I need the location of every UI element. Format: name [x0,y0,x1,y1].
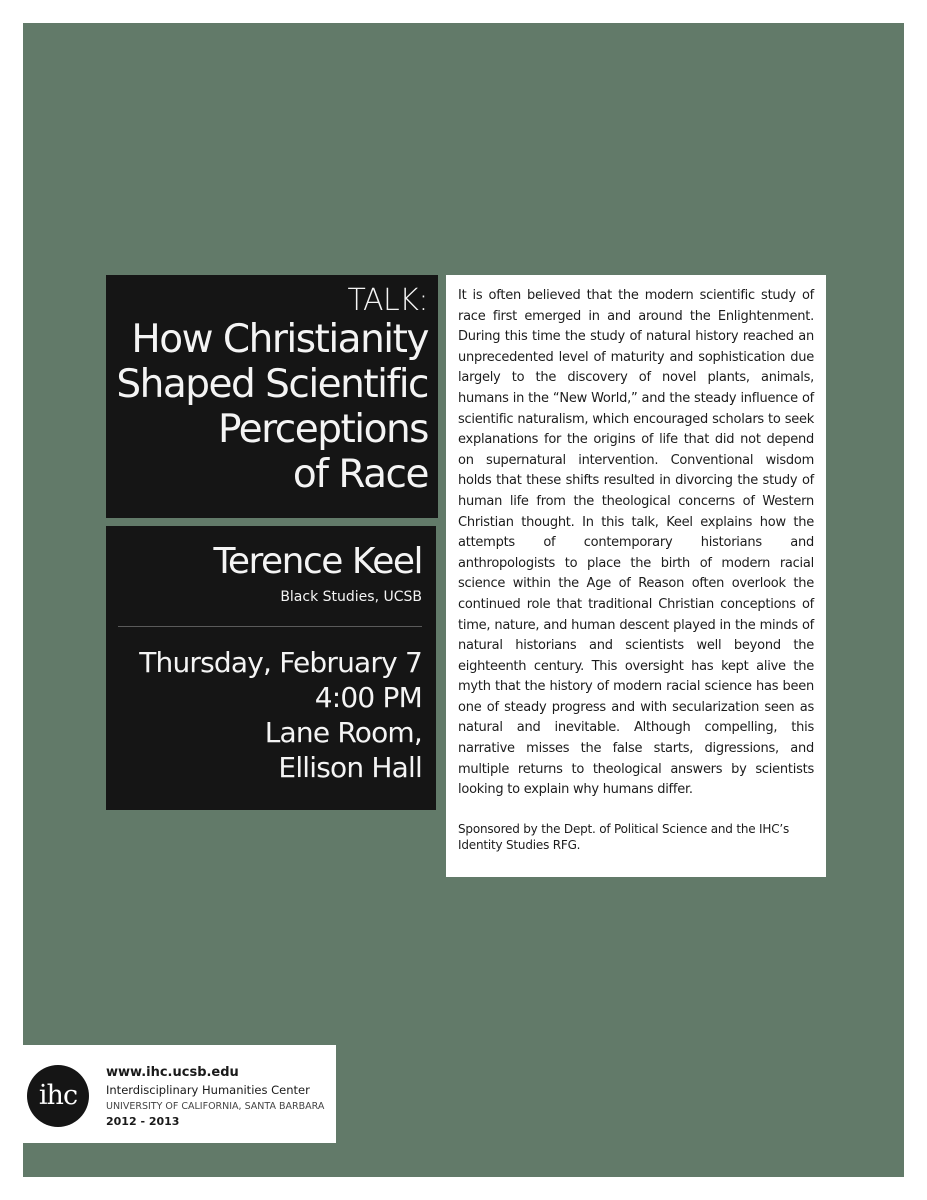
event-title-line-2: Shaped Scientific [116,362,428,407]
speaker-affiliation: Black Studies, UCSB [280,589,422,605]
center-name: Interdisciplinary Humanities Center [106,1083,310,1097]
event-time: 4:00 PM [314,681,422,714]
academic-years: 2012 - 2013 [106,1115,180,1128]
website-link[interactable]: www.ihc.ucsb.edu [106,1065,239,1080]
sponsor-text: Sponsored by the Dept. of Political Science and the IHC’s Identity Studies RFG. [458,821,790,852]
divider [118,626,422,627]
talk-label: TALK: [347,283,428,318]
event-venue-line-1: Lane Room, [264,716,422,749]
footer [23,1045,336,1143]
event-title-line-3: Perceptions [217,407,428,452]
title-panel [106,275,438,518]
event-info-panel [106,526,436,810]
event-title-line-1: How Christianity [131,317,428,362]
description-panel [446,275,826,877]
ihc-logo: ihc [27,1065,89,1127]
footer-text [106,1064,324,1130]
event-venue-line-2: Ellison Hall [278,751,422,784]
abstract-text: It is often believed that the modern scientific study of race first emerged in and around the Enlightenment. During this time the study of natural history reached an unprecedented level of maturity and sophistication due largely to the discovery of novel plants, animals, humans in the “New World,” and the steady influence of scientific naturalism, which encouraged scholars to seek explanations for the origins of life that did not depend on supernatural intervention. Conventional wisdom holds that these shifts resulted in divorcing the study of human life from the theological concerns of Western Christian thought. In this talk, Keel explains how the attempts of contemporary historians and anthropologists to place the birth of modern racial science within the Age of Reason often overlook the continued role that traditional Christian conceptions of time, nature, and human descent played in the minds of natural historians and scientists well beyond the eighteenth century. This oversight has kept alive the myth that the history of modern racial science has been one of steady progress and with secularization seen as natural and inevitable. Although compelling, this narrative misses the false starts, digressions, and multiple returns to theological answers by scientists looking to explain why humans differ. [458,288,814,798]
event-title-line-4: of Race [292,452,428,497]
speaker-name: Terence Keel [213,541,422,582]
university-name: UNIVERSITY OF CALIFORNIA, SANTA BARBARA [106,1101,325,1112]
event-date: Thursday, February 7 [139,646,422,679]
